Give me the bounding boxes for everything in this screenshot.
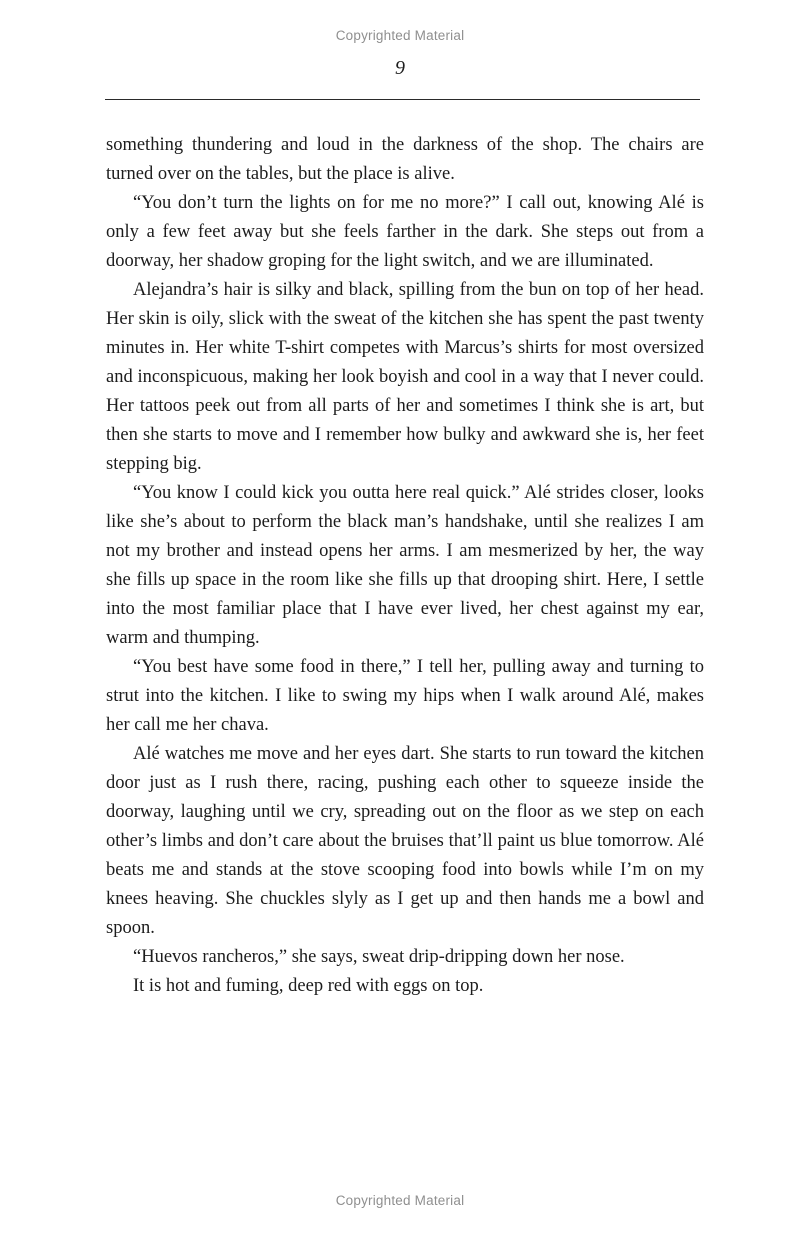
paragraph: Alejandra’s hair is silky and black, spilling from the bun on top of her head. Her skin is oily, slick with the sweat of the kitchen she has spent the past twenty minutes in. Her white T-shirt competes with Marcus’s shirts for most oversized and inconspicuous, making her look boyish and cool in a way that I never could. Her tattoos peek out from all parts of her and sometimes I think she is art, but then she starts to move and I remember how bulky and awkward she is, her feet stepping big. <box>106 280 704 474</box>
body-text <box>106 131 704 1001</box>
paragraph: “You best have some food in there,” I tell her, pulling away and turning to strut into the kitchen. I like to swing my hips when I walk around Alé, makes her call me her chava. <box>106 657 704 735</box>
paragraph: something thundering and loud in the darkness of the shop. The chairs are turned over on the tables, but the place is alive. <box>106 135 704 184</box>
paragraph: “Huevos rancheros,” she says, sweat drip-dripping down her nose. <box>133 947 625 967</box>
paragraph: “You know I could kick you outta here real quick.” Alé strides closer, looks like she’s about to perform the black man’s handshake, until she realizes I am not my brother and instead opens her arms. I am mesmerized by her, the way she fills up space in the room like she fills up that drooping shirt. Here, I settle into the most familiar place that I have ever lived, her chest against my ear, warm and thumping. <box>106 483 704 648</box>
header-divider <box>105 99 700 100</box>
paragraph: Alé watches me move and her eyes dart. She starts to run toward the kitchen door just as I rush there, racing, pushing each other to squeeze inside the doorway, laughing until we cry, spreading out on the floor as we step on each other’s limbs and don’t care about the bruises that’ll paint us blue tomorrow. Alé beats me and stands at the stove scooping food into bowls while I’m on my knees heaving. She chuckles slyly as I get up and then hands me a bowl and spoon. <box>106 744 704 938</box>
page-number: 9 <box>395 57 405 79</box>
copyright-notice-bottom: Copyrighted Material <box>335 1193 465 1208</box>
paragraph: It is hot and fuming, deep red with eggs on top. <box>133 976 484 996</box>
copyright-notice-top: Copyrighted Material <box>335 28 465 43</box>
paragraph: “You don’t turn the lights on for me no more?” I call out, knowing Alé is only a few feet away but she feels farther in the dark. She steps out from a doorway, her shadow groping for the light switch, and we are illuminated. <box>106 193 704 271</box>
